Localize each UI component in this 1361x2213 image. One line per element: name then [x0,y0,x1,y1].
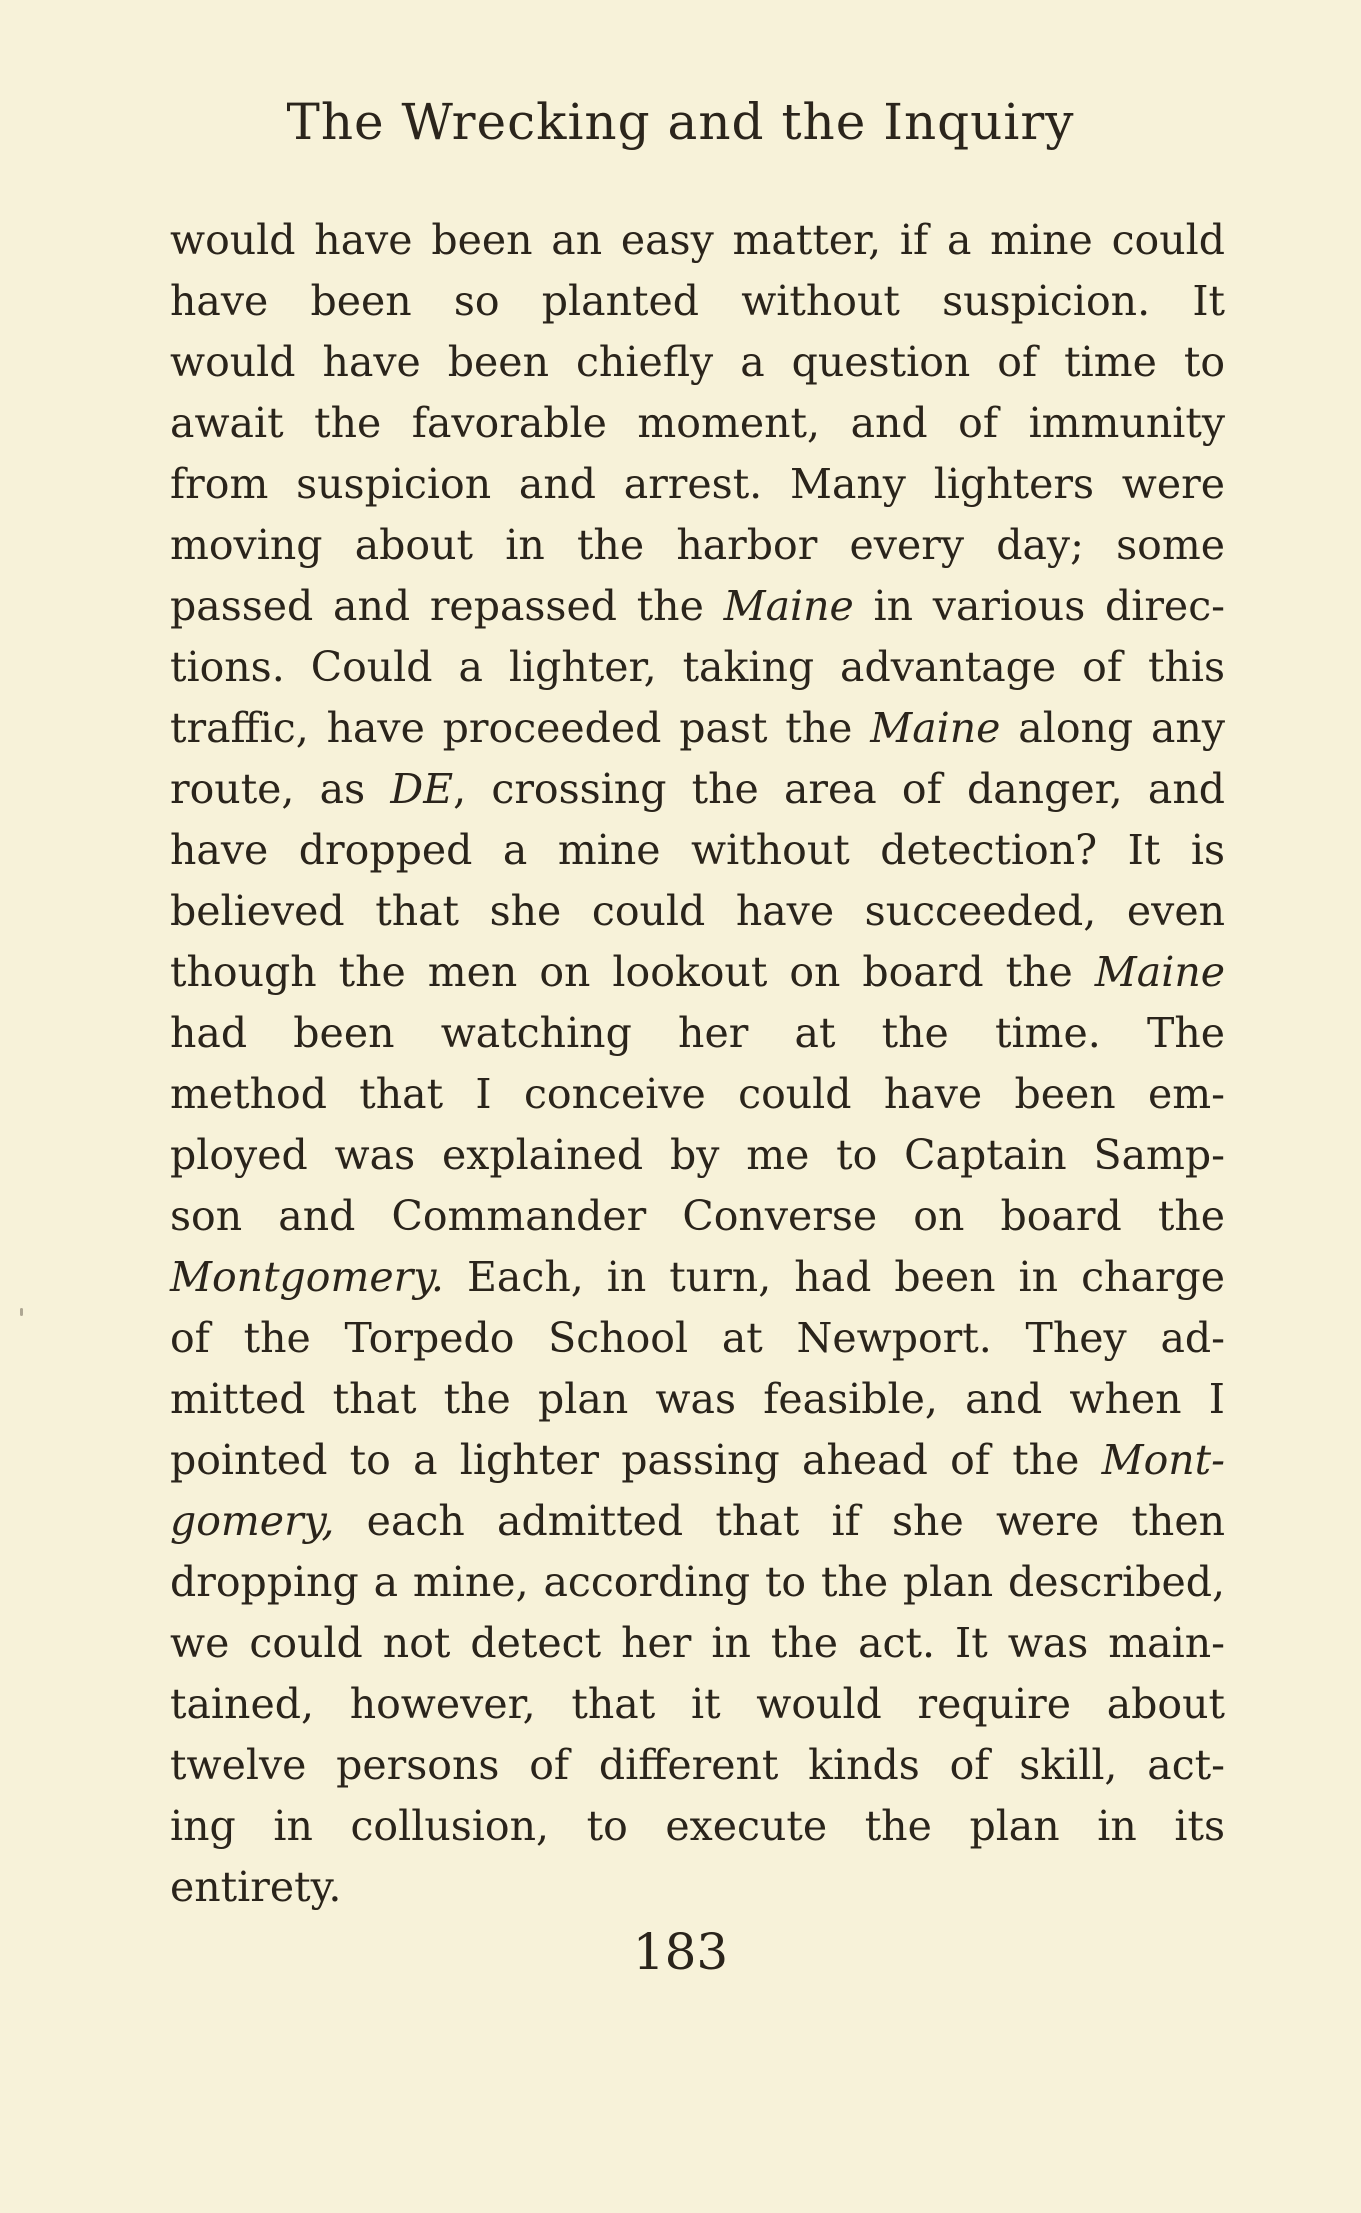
text-line: have been so planted without suspicion. It [170,277,1225,325]
text-line: pointed to a lighter passing ahead of the Mont- [170,1436,1225,1484]
text-line-last: entirety. [170,1863,342,1911]
text-line: Montgomery. Each, in turn, had been in charge [170,1253,1225,1301]
text-line: await the favorable moment, and of immunity [170,399,1225,447]
text-line: we could not detect her in the act. It was main- [170,1619,1225,1667]
ship-name: gomery, [170,1497,335,1545]
text-line: would have been an easy matter, if a mine could [170,216,1225,264]
ship-name: Montgomery. [170,1253,444,1301]
text-line: moving about in the harbor every day; some [170,521,1225,569]
text-line: son and Commander Converse on board the [170,1192,1225,1240]
text-line: route, as DE, crossing the area of danger, and [170,765,1225,813]
text-line: would have been chiefly a question of time to [170,338,1225,386]
ship-name: Maine [1094,948,1225,996]
page-number: 183 [632,1923,729,1981]
text-line: tained, however, that it would require about [170,1680,1225,1728]
text-line: traffic, have proceeded past the Maine along any [170,704,1225,752]
ship-name: Maine [723,582,854,630]
text-line: twelve persons of different kinds of skill, act- [170,1741,1225,1789]
text-line: dropping a mine, according to the plan described, [170,1558,1225,1606]
text-line: mitted that the plan was feasible, and when I [170,1375,1225,1423]
text-line: method that I conceive could have been em- [170,1070,1225,1118]
text-line: though the men on lookout on board the Maine [170,948,1225,996]
route-label: DE [390,765,454,813]
text-line: from suspicion and arrest. Many lighters were [170,460,1225,508]
body-text [170,210,1225,1918]
text-line: gomery, each admitted that if she were then [170,1497,1225,1545]
text-line: had been watching her at the time. The [170,1009,1225,1057]
text-line: tions. Could a lighter, taking advantage of this [170,643,1225,691]
text-line: ployed was explained by me to Captain Samp- [170,1131,1225,1179]
text-line: passed and repassed the Maine in various direc- [170,582,1226,630]
text-line: of the Torpedo School at Newport. They ad- [170,1314,1225,1362]
paper-speck [20,1308,23,1316]
text-line: ing in collusion, to execute the plan in its [170,1802,1225,1850]
running-head: The Wrecking and the Inquiry [286,93,1075,151]
text-line: have dropped a mine without detection? It is [170,826,1225,874]
ship-name: Mont- [1101,1436,1225,1484]
text-line: believed that she could have succeeded, even [170,887,1225,935]
ship-name: Maine [870,704,1001,752]
